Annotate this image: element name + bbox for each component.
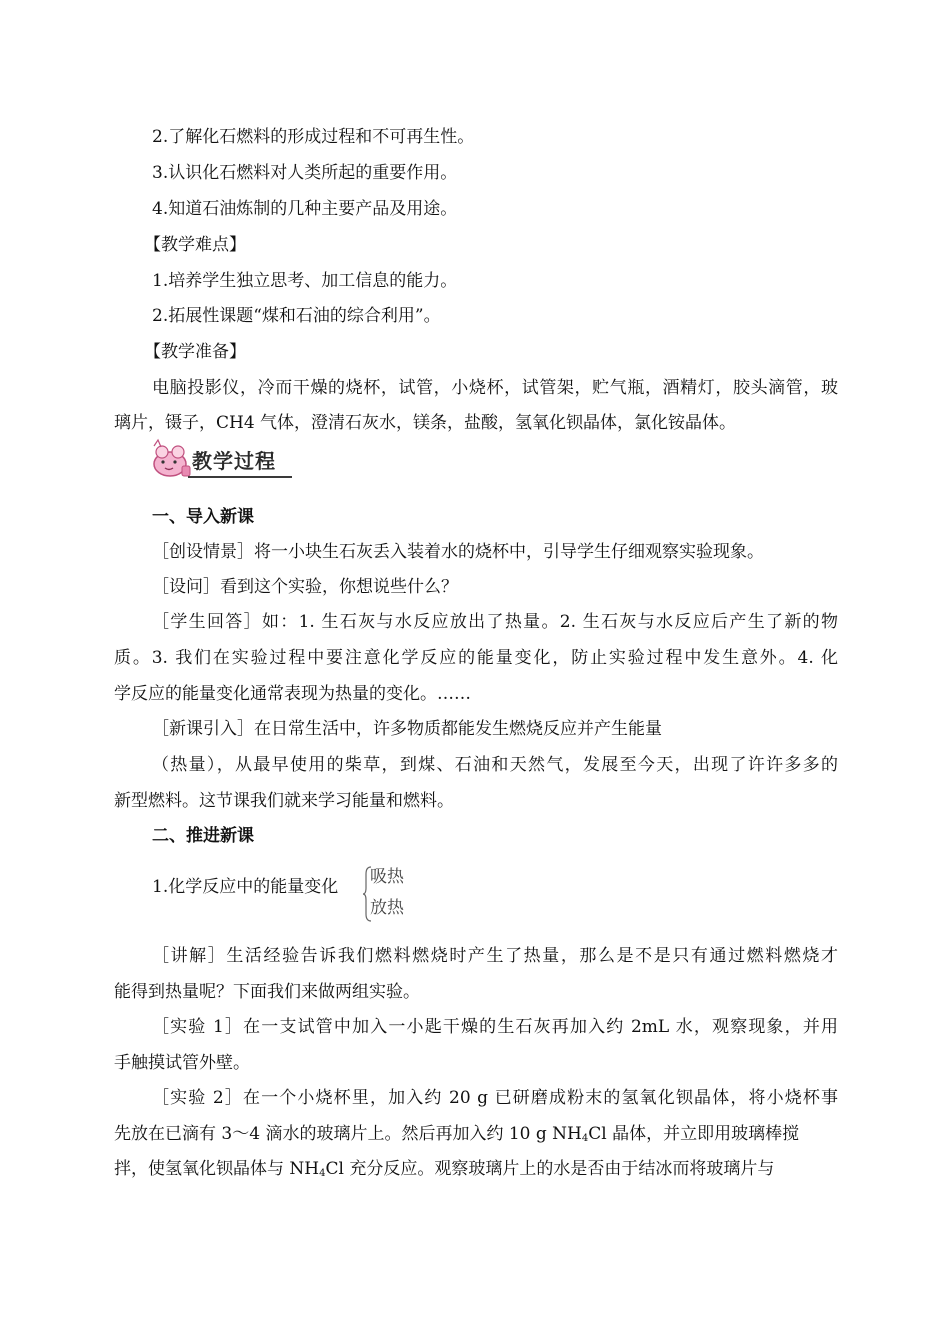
- experiment1-line-1: ［实验 1］在一支试管中加入一小匙干燥的生石灰再加入约 2mL 水，观察现象，并用: [152, 1017, 838, 1037]
- banner-underline: [188, 476, 292, 478]
- pink-mascot-icon: [148, 438, 192, 480]
- intro-line-1: ［新课引入］在日常生活中，许多物质都能发生燃烧反应并产生能量: [152, 719, 662, 739]
- answer-line-2: 质。3. 我们在实验过程中要注意化学反应的能量变化，防止实验过程中发生意外。4. 化: [114, 648, 838, 668]
- difficulty-item-2: 2.拓展性课题“煤和石油的综合利用”。: [152, 306, 441, 326]
- brace-item-release: 放热: [370, 898, 404, 918]
- preparation-line-2: 璃片，镊子，CH4 气体，澄清石灰水，镁条，盐酸，氢氧化钡晶体，氯化铵晶体。: [114, 413, 737, 433]
- difficulty-item-1: 1.培养学生独立思考、加工信息的能力。: [152, 271, 458, 291]
- brace-item-absorb: 吸热: [370, 867, 404, 887]
- scenario-text: ［创设情景］将一小块生石灰丢入装着水的烧杯中，引导学生仔细观察实验现象。: [152, 542, 764, 562]
- preparation-heading: 【教学准备】: [144, 342, 246, 362]
- intro-line-3: 新型燃料。这节课我们就来学习能量和燃料。: [114, 791, 454, 811]
- objective-item-4: 4.知道石油炼制的几种主要产品及用途。: [152, 199, 458, 219]
- lecture-line-1: ［讲解］生活经验告诉我们燃料燃烧时产生了热量，那么是不是只有通过燃料燃烧才: [152, 946, 838, 966]
- teaching-process-banner: [148, 438, 294, 480]
- banner-title: 教学过程: [192, 449, 276, 473]
- objective-item-3: 3.认识化石燃料对人类所起的重要作用。: [152, 163, 458, 183]
- experiment2-line-2: 先放在已滴有 3～4 滴水的玻璃片上。然后再加入约 10 g $NH_4Cl$ 晶体，并立即用玻璃棒搅: [114, 1124, 800, 1144]
- lecture-line-2: 能得到热量呢？下面我们来做两组实验。: [114, 982, 420, 1002]
- section1-heading: 一、导入新课: [152, 507, 254, 527]
- preparation-line-1: 电脑投影仪，冷而干燥的烧杯，试管，小烧杯，试管架，贮气瓶，酒精灯，胶头滴管，玻: [152, 378, 838, 398]
- difficulty-heading: 【教学难点】: [144, 235, 246, 255]
- question-text: ［设问］看到这个实验，你想说些什么？: [152, 577, 458, 597]
- intro-line-2: （热量），从最早使用的柴草，到煤、石油和天然气，发展至今天，出现了许许多多的: [152, 755, 838, 775]
- objective-item-2: 2.了解化石燃料的形成过程和不可再生性。: [152, 127, 475, 147]
- experiment2-line-3: 拌，使氢氧化钡晶体与 $NH_4Cl$ 充分反应。观察玻璃片上的水是否由于结冰而将玻璃片与: [114, 1159, 775, 1179]
- experiment2-line-1: ［实验 2］在一个小烧杯里，加入约 20 g 已研磨成粉末的氢氧化钡晶体，将小烧杯事: [152, 1088, 838, 1108]
- answer-line-1: ［学生回答］如：1. 生石灰与水反应放出了热量。2. 生石灰与水反应后产生了新的物: [152, 612, 838, 632]
- topic-text: 1.化学反应中的能量变化: [152, 877, 339, 897]
- section2-heading: 二、推进新课: [152, 826, 254, 846]
- answer-line-3: 学反应的能量变化通常表现为热量的变化。……: [114, 684, 471, 704]
- experiment1-line-2: 手触摸试管外壁。: [114, 1053, 250, 1073]
